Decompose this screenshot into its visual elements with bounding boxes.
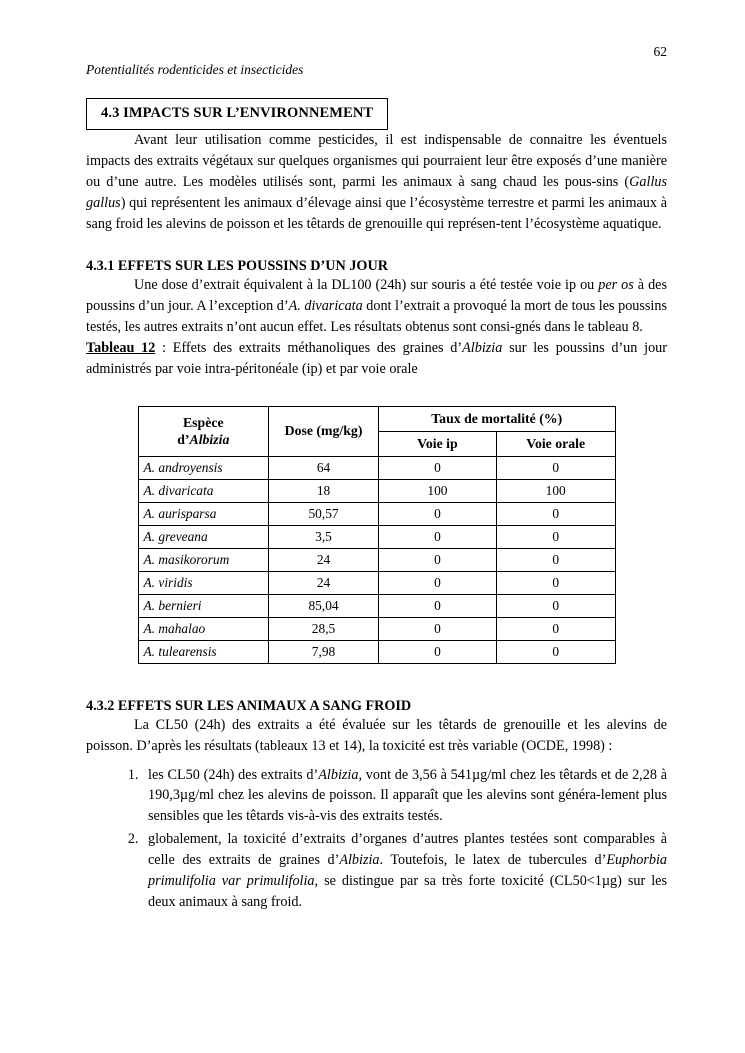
table-row: [138, 640, 615, 663]
cell-orale: 0: [496, 525, 615, 548]
table-caption-italic-1: Albizia: [462, 340, 503, 356]
cell-dose: 24: [269, 548, 379, 571]
table-caption-text-1: : Effets des extraits méthanoliques des graines d’: [155, 340, 463, 356]
item1-text-1: les CL50 (24h) des extraits d’: [148, 766, 319, 783]
table-header-row-1: [138, 406, 615, 431]
subsection-heading-431: 4.3.1 EFFETS SUR LES POUSSINS D’UN JOUR: [86, 258, 388, 275]
cell-orale: 0: [496, 456, 615, 479]
table-row: [138, 456, 615, 479]
table-row: [138, 502, 615, 525]
item2-text-2: . Toutefois, le latex de tubercules d’: [379, 852, 607, 868]
cell-ip: 0: [378, 502, 496, 525]
header-voie-orale: Voie orale: [496, 431, 615, 456]
findings-list: [86, 765, 667, 913]
cell-species: A. divaricata: [138, 479, 269, 502]
sub1-text-3: dont l’extrait a provoqué la mort de tous les poussins testés, les autres extraits n’ont aucun effet. Les résultats obtenus sont consi-gnés dans le tableau 8.: [86, 298, 667, 336]
page-number: 62: [653, 44, 667, 59]
cell-dose: 18: [269, 479, 379, 502]
cell-species: A. aurisparsa: [138, 502, 269, 525]
header-espece: [138, 406, 269, 456]
cell-ip: 0: [378, 640, 496, 663]
cell-orale: 0: [496, 502, 615, 525]
cell-species: A. masikororum: [138, 548, 269, 571]
table-row: [138, 479, 615, 502]
cell-ip: 0: [378, 548, 496, 571]
item2-text-1: globalement, la toxicité d’extraits d’organes d’autres plantes testées sont comparables à celle des extraits de graines d’: [148, 831, 667, 868]
table-row: [138, 548, 615, 571]
header-voie-ip: Voie ip: [378, 431, 496, 456]
table-row: [138, 594, 615, 617]
list-item: [142, 829, 667, 913]
table-row: [138, 571, 615, 594]
cell-species: A. androyensis: [138, 456, 269, 479]
cell-orale: 0: [496, 571, 615, 594]
cell-dose: 28,5: [269, 617, 379, 640]
cell-orale: 0: [496, 617, 615, 640]
table-caption-text-2: sur les poussins d’un jour administrés par voie intra-péritonéale (ip) et par voie orale: [86, 340, 667, 377]
table-caption: [86, 338, 667, 380]
cell-orale: 0: [496, 548, 615, 571]
cell-species: A. mahalao: [138, 617, 269, 640]
subsection-431-paragraph: [86, 275, 667, 338]
header-espece-line2: d’Albizia: [177, 432, 230, 448]
table-header: [138, 406, 615, 456]
cell-ip: 0: [378, 525, 496, 548]
item2-italic-2: Euphorbia primulifolia var primulifolia,: [148, 852, 668, 889]
cell-dose: 85,04: [269, 594, 379, 617]
cell-species: A. tulearensis: [138, 640, 269, 663]
cell-ip: 0: [378, 571, 496, 594]
header-espece-line1: Espèce: [182, 415, 224, 431]
cell-dose: 7,98: [269, 640, 379, 663]
intro-italic-1: Gallus gallus: [86, 173, 667, 211]
cell-ip: 0: [378, 617, 496, 640]
table-caption-label: Tableau 12: [86, 340, 156, 356]
header-dose: Dose (mg/kg): [269, 406, 379, 456]
item1-italic-1: Albizia: [318, 766, 359, 783]
list-item: [142, 765, 667, 828]
header-mortality-group: Taux de mortalité (%): [378, 406, 615, 431]
intro-text-2: ) qui représentent les animaux d’élevage ainsi que l’écosystème terrestre et parmi les animaux à sang froid les alevins de poisson et les têtards de grenouille qui représen-tent l’écosystème aquatique.: [86, 194, 667, 232]
section-heading-boxed: 4.3 IMPACTS SUR L’ENVIRONNEMENT: [86, 98, 388, 130]
sub1-text-1: Une dose d’extrait équivalent à la DL100 (24h) sur souris a été testée voie ip ou: [134, 277, 599, 294]
item2-italic-1: Albizia: [339, 852, 380, 868]
subsection-heading-432: 4.3.2 EFFETS SUR LES ANIMAUX A SANG FROID: [86, 697, 412, 714]
cell-orale: 0: [496, 594, 615, 617]
cell-dose: 24: [269, 571, 379, 594]
cell-ip: 0: [378, 594, 496, 617]
table-row: [138, 617, 615, 640]
cell-ip: 100: [378, 479, 496, 502]
cell-dose: 50,57: [269, 502, 379, 525]
table-row: [138, 525, 615, 548]
cell-dose: 64: [269, 456, 379, 479]
cell-species: A. greveana: [138, 525, 269, 548]
item2-text-3: se distingue par sa très forte toxicité (CL50<1µg) sur les deux animaux à sang froid.: [148, 872, 667, 910]
item1-text-2: , vont de 3,56 à 541µg/ml chez les têtards et de 2,28 à 190,3µg/ml chez les alevins de poisson. Il apparaît que les alevins sont généra-lement plus sensibles que les têtards vis-à-vis des extraits testés.: [148, 766, 667, 825]
sub1-italic-1: per os: [598, 277, 634, 294]
header-espece-italic: Albizia: [189, 432, 230, 448]
cell-species: A. viridis: [138, 571, 269, 594]
cell-ip: 0: [378, 456, 496, 479]
cell-orale: 0: [496, 640, 615, 663]
cell-species: A. bernieri: [138, 594, 269, 617]
cell-dose: 3,5: [269, 525, 379, 548]
sub1-text-2: à des poussins d’un jour. A l’exception d’: [86, 277, 668, 315]
running-head: Potentialités rodenticides et insecticides: [86, 62, 304, 77]
subsection-432-paragraph: La CL50 (24h) des extraits a été évaluée sur les têtards de grenouille et les alevins de poisson. D’après les résultats (tableaux 13 et 14), la toxicité est très variable (OCDE, 1998) :: [86, 716, 667, 754]
mortality-table: [138, 406, 616, 664]
intro-text-1: Avant leur utilisation comme pesticides, il est indispensable de connaitre les éventuels impacts des extraits végétaux sur quelques organismes qui pourraient leur être exposés d’une manière ou d’une autre. Les modèles utilisés sont, parmi les animaux à sang chaud les pous-sins (: [86, 132, 667, 190]
intro-paragraph: [86, 130, 667, 234]
cell-orale: 100: [496, 479, 615, 502]
sub1-italic-2: A. divaricata: [288, 298, 363, 315]
table-body: [138, 456, 615, 663]
